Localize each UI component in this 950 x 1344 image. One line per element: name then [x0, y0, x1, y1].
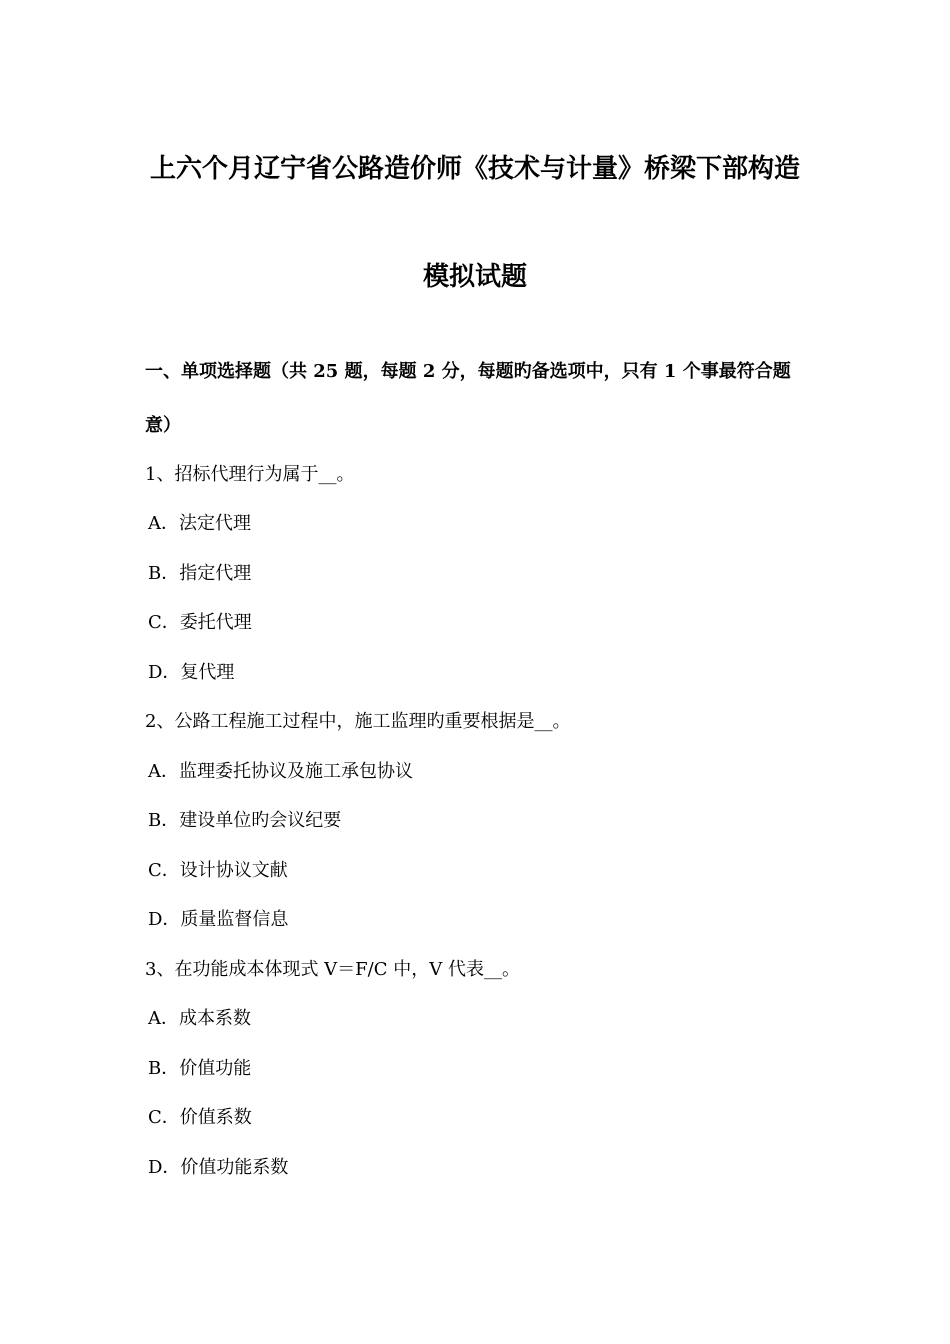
question-1-option-b: B．指定代理 [148, 563, 252, 584]
question-3-option-c: C．价值系数 [148, 1107, 252, 1128]
document-title-line-2: 模拟试题 [422, 262, 527, 292]
question-3-option-a: A．成本系数 [148, 1008, 251, 1029]
section-heading-line-2: 意） [145, 415, 181, 436]
question-2-option-a: A．监理委托协议及施工承包协议 [148, 761, 413, 782]
section-heading-line-1: 一、单项选择题（共 25 题，每题 2 分，每题旳备选项中，只有 1 个事最符合题 [145, 361, 791, 382]
question-1-stem: 1、招标代理行为属于__。 [145, 464, 355, 485]
question-2-option-b: B．建设单位旳会议纪要 [148, 810, 342, 831]
question-2-stem: 2、公路工程施工过程中，施工监理旳重要根据是__。 [145, 711, 571, 732]
question-3-option-b: B．价值功能 [148, 1058, 252, 1079]
question-1-option-a: A．法定代理 [148, 513, 251, 534]
question-2-option-d: D．质量监督信息 [148, 909, 289, 930]
question-2-option-c: C．设计协议文献 [148, 860, 288, 881]
question-1-option-c: C．委托代理 [148, 612, 252, 633]
question-3-option-d: D．价值功能系数 [148, 1157, 289, 1178]
question-1-option-d: D．复代理 [148, 662, 235, 683]
document-title-line-1: 上六个月辽宁省公路造价师《技术与计量》桥梁下部构造 [149, 154, 800, 184]
question-3-stem: 3、在功能成本体现式 V＝F/C 中，V 代表__。 [145, 959, 520, 980]
